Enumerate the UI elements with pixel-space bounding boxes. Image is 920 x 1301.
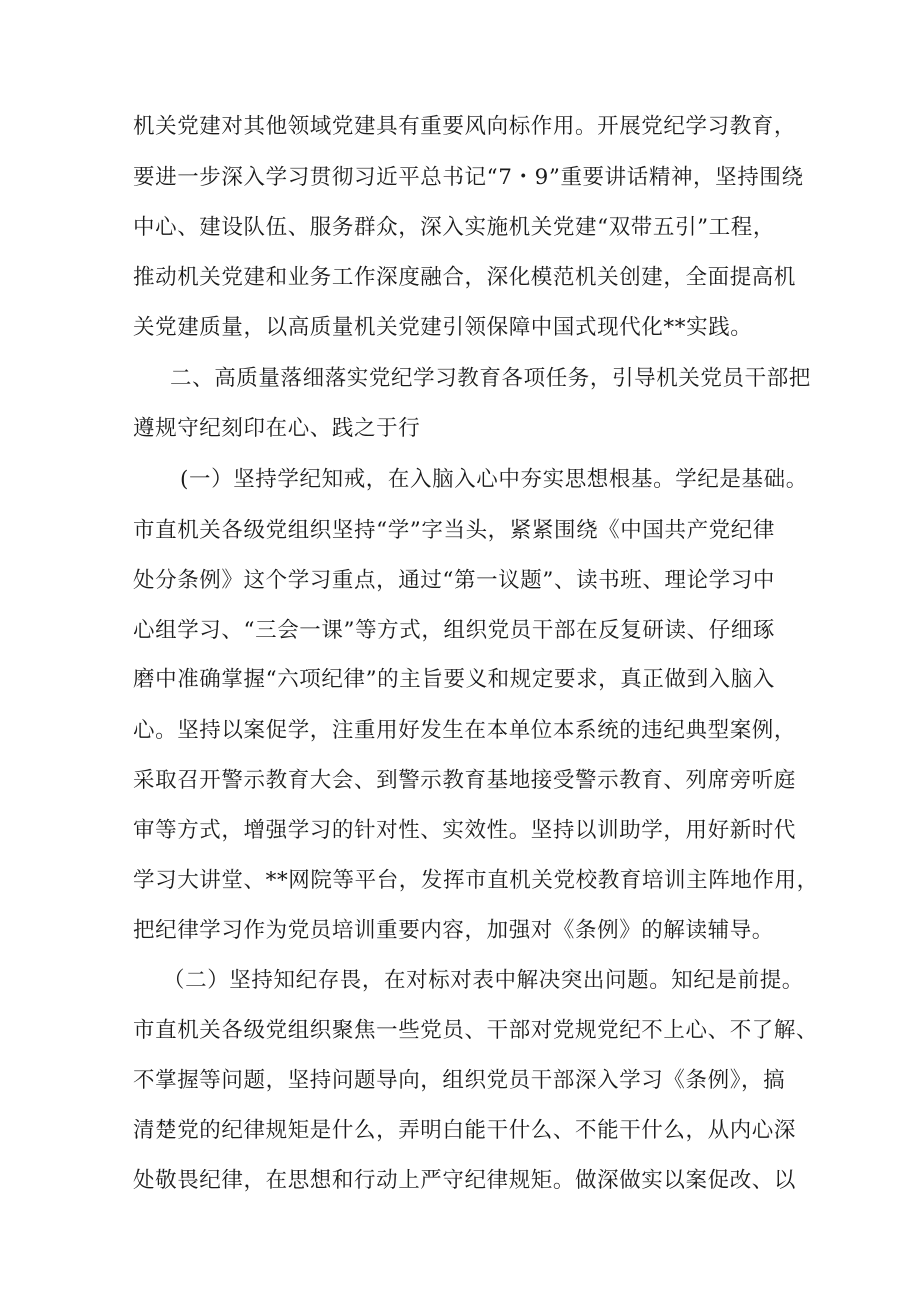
text-line: 市直机关各级党组织坚持“学”字当头，紧紧围绕《中国共产党纪律 xyxy=(133,518,775,543)
section-heading-line: 二、高质量落细落实党纪学习教育各项任务，引导机关党员干部把 xyxy=(170,366,811,391)
text-line: 机关党建对其他领域党建具有重要风向标作用。开展党纪学习教育， xyxy=(133,114,797,139)
text-line: 审等方式，增强学习的针对性、实效性。坚持以训助学，用好新时代 xyxy=(133,818,797,843)
text-line: 推动机关党建和业务工作深度融合，深化模范机关创建，全面提高机 xyxy=(133,265,797,290)
text-line: 心。坚持以案促学，注重用好发生在本单位本系统的违纪典型案例， xyxy=(133,718,797,743)
text-line: 磨中准确掌握“六项纪律”的主旨要义和规定要求，真正做到入脑入 xyxy=(133,667,775,692)
text-line: 心组学习、“三会一课”等方式，组织党员干部在反复研读、仔细琢 xyxy=(133,618,775,643)
text-line: 中心、建设队伍、服务群众，深入实施机关党建“双带五引”工程， xyxy=(133,215,775,240)
text-line: 处敬畏纪律，在思想和行动上严守纪律规矩。做深做实以案促改、以 xyxy=(133,1168,797,1193)
section-heading-line: 遵规守纪刻印在心、践之于行 xyxy=(133,416,421,441)
text-line: 关党建质量，以高质量机关党建引领保障中国式现代化**实践。 xyxy=(133,315,753,340)
text-line: 处分条例》这个学习重点，通过“第一议题”、读书班、理论学习中 xyxy=(133,568,775,593)
text-line: 把纪律学习作为党员培训重要内容，加强对《条例》的解读辅导。 xyxy=(133,918,774,943)
text-line: 清楚党的纪律规矩是什么，弄明白能干什么、不能干什么，从内心深 xyxy=(133,1118,797,1143)
text-line: 采取召开警示教育大会、到警示教育基地接受警示教育、列席旁听庭 xyxy=(133,768,797,793)
text-line: （二）坚持知纪存畏，在对标对表中解决突出问题。知纪是前提。 xyxy=(163,968,804,993)
text-line: 不掌握等问题，坚持问题导向，组织党员干部深入学习《条例》，搞 xyxy=(133,1068,786,1093)
text-line: 学习大讲堂、**网院等平台，发挥市直机关党校教育培训主阵地作用， xyxy=(133,868,819,893)
text-line: 市直机关各级党组织聚焦一些党员、干部对党规党纪不上心、不了解、 xyxy=(133,1018,819,1043)
text-line: 要进一步深入学习贯彻习近平总书记“7・9”重要讲话精神，坚持围绕 xyxy=(133,165,804,190)
text-line: (一）坚持学纪知戒，在入脑入心中夯实思想根基。学纪是基础。 xyxy=(180,467,808,492)
